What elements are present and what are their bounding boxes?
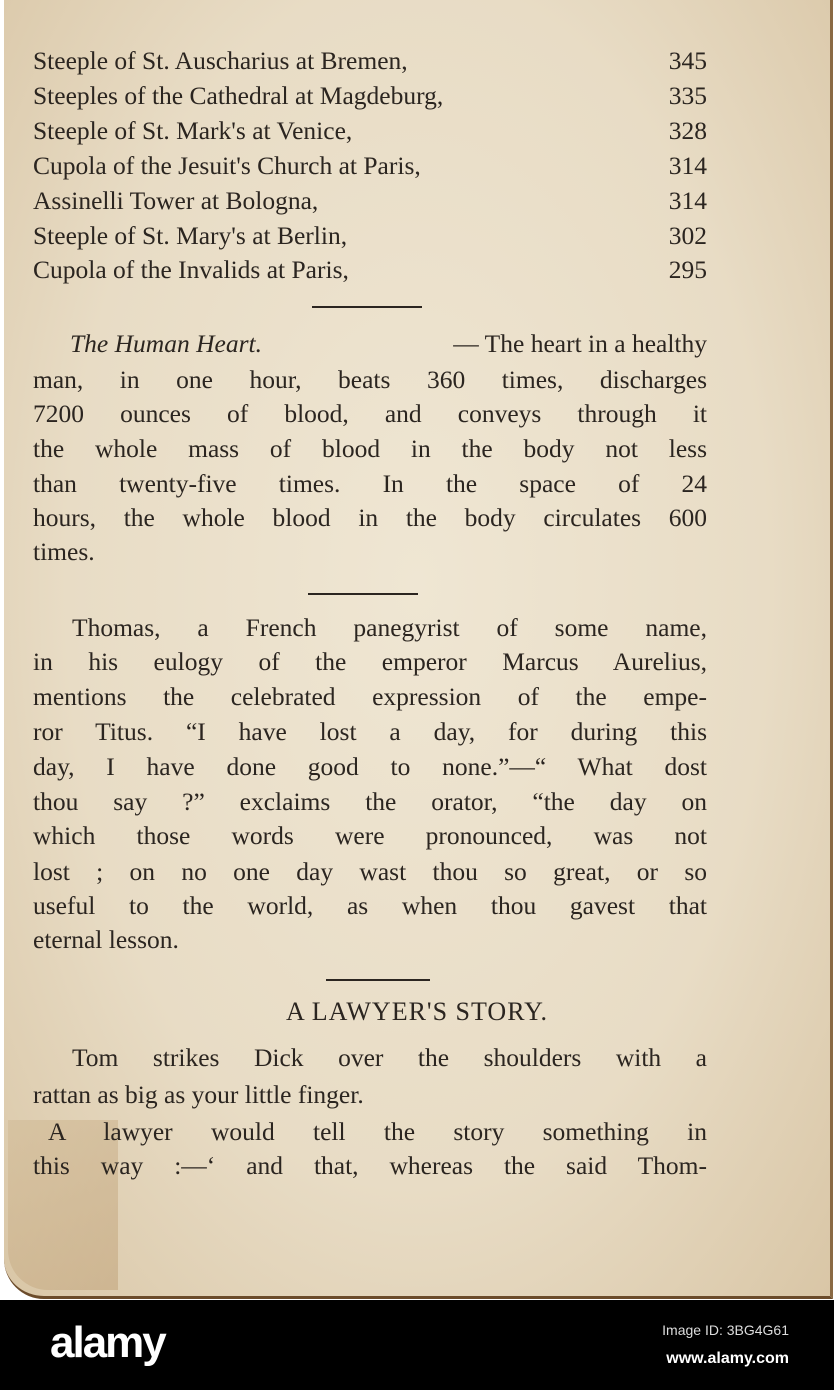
alamy-logo: alamy <box>50 1318 165 1367</box>
text-line: lost ; on no one day wast thou so great, or so <box>33 857 707 886</box>
text-line: A lawyer would tell the story something in <box>48 1117 707 1146</box>
text-line: hours, the whole blood in the body circulates 600 <box>33 503 707 532</box>
section-heading: A LAWYER'S STORY. <box>285 997 549 1026</box>
table-row <box>33 44 707 78</box>
row-name: Cupola of the Invalids at Paris, <box>33 255 349 284</box>
image-id: Image ID: 3BG4G61 <box>662 1322 789 1338</box>
text-line: — The heart in a healthy <box>453 329 707 358</box>
text-line: mentions the celebrated expression of the empe- <box>33 682 707 711</box>
table-row <box>33 114 707 148</box>
text-line: 7200 ounces of blood, and conveys through it <box>33 399 707 428</box>
row-value: 345 <box>668 46 707 75</box>
row-value: 328 <box>668 116 707 145</box>
row-name: Steeple of St. Mark's at Venice, <box>33 116 353 145</box>
text-line: thou say ?” exclaims the orator, “the day on <box>33 787 707 816</box>
row-name: Steeples of the Cathedral at Magdeburg, <box>33 81 444 110</box>
text-line: day, I have done good to none.”—“ What dost <box>33 752 707 781</box>
row-name: Steeple of St. Auscharius at Bremen, <box>33 46 408 75</box>
text-line: in his eulogy of the emperor Marcus Aurelius, <box>33 647 707 676</box>
row-value: 295 <box>668 255 707 284</box>
row-value: 302 <box>668 221 707 250</box>
table-row <box>33 184 707 218</box>
text-line: which those words were pronounced, was not <box>33 821 707 850</box>
text-line: the whole mass of blood in the body not less <box>33 434 707 463</box>
row-name: Cupola of the Jesuit's Church at Paris, <box>33 151 421 180</box>
text-line: Tom strikes Dick over the shoulders with a <box>72 1043 707 1072</box>
heart-first-line <box>70 327 707 361</box>
text-line: times. <box>33 537 95 566</box>
heart-title: The Human Heart. <box>70 329 262 358</box>
table-row <box>33 149 707 183</box>
divider <box>312 306 422 308</box>
row-value: 314 <box>668 151 707 180</box>
text-line: this way :—‘ and that, whereas the said Thom- <box>33 1151 707 1180</box>
divider <box>326 979 430 981</box>
text-line: man, in one hour, beats 360 times, discharges <box>33 365 707 394</box>
table-row <box>33 253 707 287</box>
text-line: eternal lesson. <box>33 925 179 954</box>
row-name: Assinelli Tower at Bologna, <box>33 186 319 215</box>
row-value: 314 <box>668 186 707 215</box>
divider <box>308 593 418 595</box>
text-line: ror Titus. “I have lost a day, for during this <box>33 717 707 746</box>
text-line: useful to the world, as when thou gavest that <box>33 891 707 920</box>
table-row <box>33 219 707 253</box>
row-name: Steeple of St. Mary's at Berlin, <box>33 221 348 250</box>
text-line: Thomas, a French panegyrist of some name, <box>72 613 707 642</box>
text-line: rattan as big as your little finger. <box>33 1080 364 1109</box>
watermark-url: www.alamy.com <box>666 1350 789 1367</box>
text-line: than twenty-five times. In the space of 24 <box>33 469 707 498</box>
table-row <box>33 79 707 113</box>
row-value: 335 <box>668 81 707 110</box>
